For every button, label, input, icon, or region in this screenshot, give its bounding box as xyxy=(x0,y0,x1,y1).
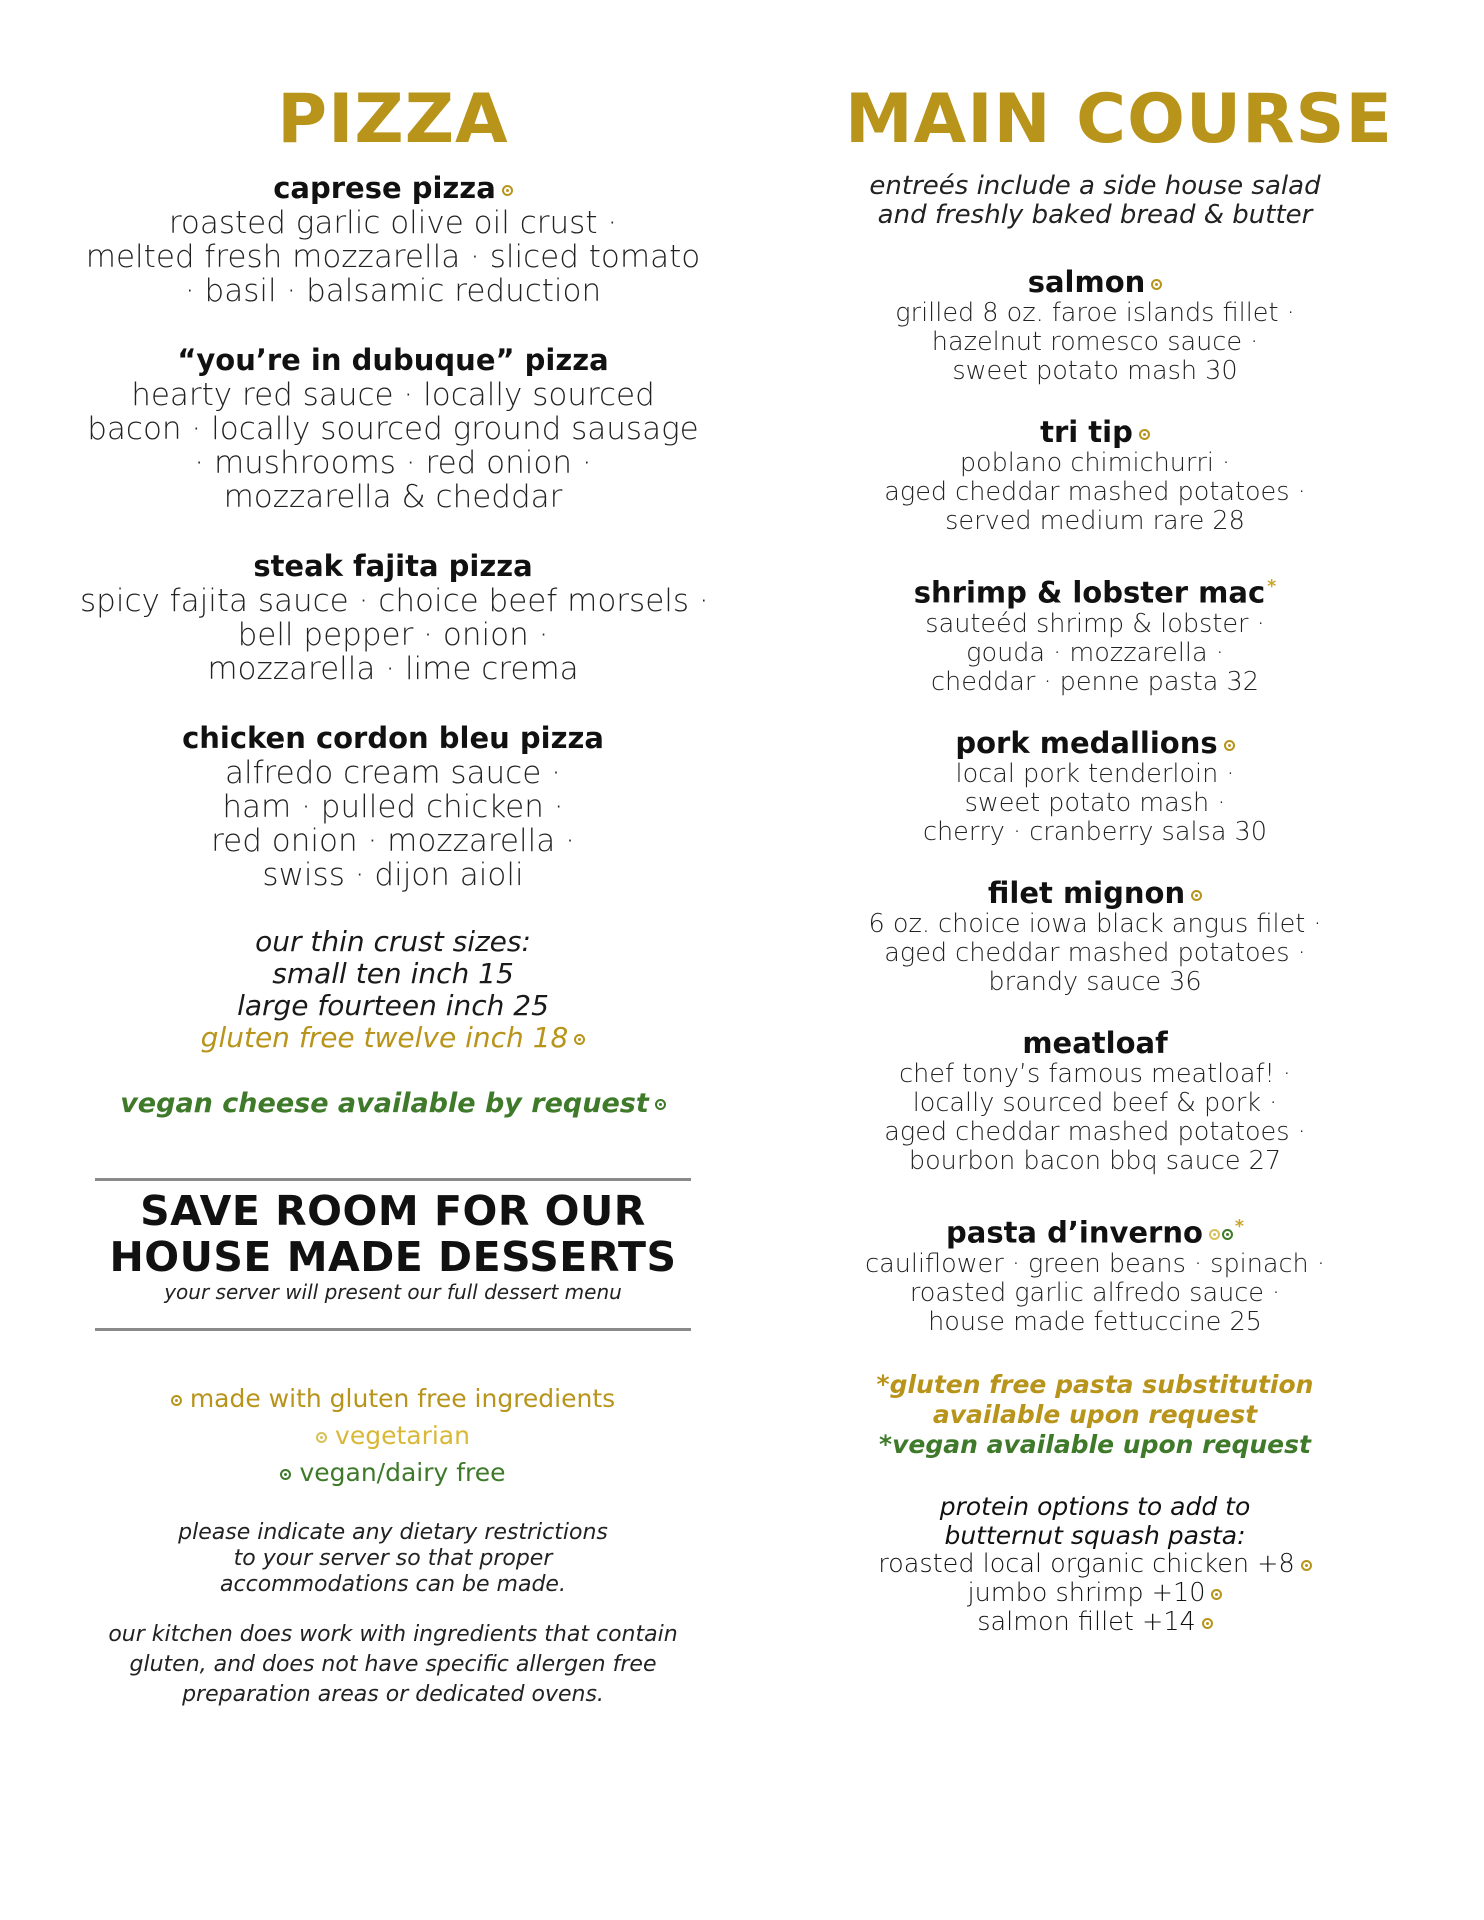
gluten-free-dot-icon xyxy=(574,1034,585,1045)
kitchen-note: our kitchen does work with ingredients that contain gluten, and does not have specific allergen free preparation areas or dedicated ovens. xyxy=(108,1622,678,1707)
item-description: 6 oz. choice iowa black angus filet · aged cheddar mashed potatoes · brandy sauce 36 xyxy=(868,909,1322,997)
protein-list xyxy=(845,1550,1345,1637)
item-name: caprese pizza xyxy=(80,170,706,206)
legend-gluten-free: made with gluten free ingredients xyxy=(80,1380,706,1417)
gluten-free-dot-icon xyxy=(1191,890,1202,901)
menu-item-cordon-bleu xyxy=(80,720,706,892)
item-description: poblano chimichurri · aged cheddar mashed potatoes · served medium rare 28 xyxy=(884,448,1306,536)
pizza-title: PIZZA xyxy=(277,80,509,159)
item-description: alfredo cream sauce · ham · pulled chicken · red onion · mozzarella · swiss · dijon aioli xyxy=(211,755,575,893)
protein-salmon: salmon fillet +14 xyxy=(845,1608,1345,1637)
menu-item-filet-mignon xyxy=(845,876,1345,997)
menu-item-pork-medallions xyxy=(845,726,1345,847)
vegan-dot-icon xyxy=(280,1469,291,1480)
legend-vegan: vegan/dairy free xyxy=(80,1454,706,1491)
desserts-banner xyxy=(80,1188,706,1304)
menu-item-dubuque xyxy=(80,342,706,514)
item-description: chef tony’s famous meatloaf! · locally sourced beef & pork · aged cheddar mashed potatoes · bourbon bacon bbq sauce 27 xyxy=(884,1059,1306,1176)
protein-options xyxy=(845,1492,1345,1637)
dietary-legend xyxy=(80,1380,706,1491)
menu-item-caprese xyxy=(80,170,706,308)
item-description: spicy fajita sauce · choice beef morsels · bell pepper · onion · mozzarella · lime crema xyxy=(80,583,709,687)
gluten-free-dot-icon xyxy=(1202,1618,1213,1629)
item-name: chicken cordon bleu pizza xyxy=(182,721,604,755)
footnote-vegan: *vegan available upon request xyxy=(879,1430,1311,1459)
gluten-free-dot-icon xyxy=(1151,279,1162,290)
menu-item-shrimp-lobster-mac xyxy=(845,570,1345,697)
sizes-title: our thin crust sizes: xyxy=(255,925,531,958)
menu-item-salmon xyxy=(845,265,1345,386)
vegetarian-dot-icon xyxy=(316,1432,327,1443)
divider-bottom xyxy=(95,1328,691,1331)
item-name: pasta d’inverno * xyxy=(945,1215,1245,1250)
item-description: local pork tenderloin · sweet potato mash · cherry · cranberry salsa 30 xyxy=(922,759,1268,847)
size-large: large fourteen inch 25 xyxy=(237,989,549,1022)
menu-item-steak-fajita xyxy=(80,548,709,687)
menu-item-tri-tip xyxy=(845,415,1345,536)
vegan-cheese-note: vegan cheese available by request xyxy=(80,1088,706,1119)
size-gluten-free: gluten free twelve inch 18 xyxy=(80,1022,706,1054)
dietary-note: please indicate any dietary restrictions to your server so that proper accommodations can be made. xyxy=(178,1520,608,1597)
gluten-free-dot-icon xyxy=(1139,429,1150,440)
protein-shrimp: jumbo shrimp +10 xyxy=(845,1579,1345,1608)
item-name: pork medallions xyxy=(845,726,1345,760)
legend-vegetarian: vegetarian xyxy=(80,1417,706,1454)
protein-chicken: roasted local organic chicken +8 xyxy=(845,1550,1345,1579)
item-description: hearty red sauce · locally sourced bacon · locally sourced ground sausage · mushrooms · red onion · mozzarella & cheddar xyxy=(87,377,699,515)
gluten-free-dot-icon xyxy=(1211,1589,1222,1600)
footnote-gluten-free: *gluten free pasta substitution xyxy=(876,1370,1314,1399)
menu-item-pasta-dinverno xyxy=(845,1210,1345,1337)
vegan-dot-icon xyxy=(655,1099,666,1110)
vegan-dot-icon xyxy=(1222,1229,1233,1240)
menu-item-meatloaf xyxy=(845,1026,1345,1176)
protein-heading: protein options to add to butternut squash pasta: xyxy=(939,1492,1251,1550)
item-name: tri tip xyxy=(845,415,1345,449)
item-name: steak fajita pizza xyxy=(253,549,533,583)
footnote-gluten-free-2: available upon request xyxy=(932,1400,1258,1429)
item-description: roasted garlic olive oil crust · melted fresh mozzarella · sliced tomato · basil · balsamic reduction xyxy=(85,205,701,309)
item-description: grilled 8 oz. faroe islands fillet · hazelnut romesco sauce · sweet potato mash 30 xyxy=(895,298,1295,386)
divider-top xyxy=(95,1178,691,1181)
main-intro: entreés include a side house salad and freshly baked bread & butter xyxy=(869,171,1321,230)
item-name: salmon xyxy=(845,265,1345,299)
gluten-free-dot-icon xyxy=(171,1395,182,1406)
item-name: “you’re in dubuque” pizza xyxy=(177,343,609,377)
pasta-footnotes xyxy=(845,1370,1345,1460)
gluten-free-dot-icon xyxy=(1224,740,1235,751)
vegetarian-dot-icon xyxy=(1209,1229,1220,1240)
asterisk-icon: * xyxy=(1267,577,1277,597)
item-name: meatloaf xyxy=(1022,1026,1168,1060)
desserts-subtitle: your server will present our full dessert menu xyxy=(164,1280,622,1304)
gluten-free-dot-icon xyxy=(502,185,513,196)
crust-sizes xyxy=(80,926,706,1054)
size-small: small ten inch 15 xyxy=(272,957,514,990)
main-course-title: MAIN COURSE xyxy=(845,80,1393,159)
gluten-free-dot-icon xyxy=(1301,1560,1312,1571)
item-name: shrimp & lobster mac * xyxy=(913,575,1277,610)
item-description: cauliflower · green beans · spinach · roasted garlic alfredo sauce · house made fettuccine 25 xyxy=(865,1248,1325,1337)
asterisk-icon: * xyxy=(1234,1217,1245,1237)
desserts-title: SAVE ROOM FOR OUR HOUSE MADE DESSERTS xyxy=(109,1187,677,1281)
item-name: filet mignon xyxy=(845,876,1345,910)
item-description: sauteéd shrimp & lobster · gouda · mozzarella · cheddar · penne pasta 32 xyxy=(925,608,1265,697)
